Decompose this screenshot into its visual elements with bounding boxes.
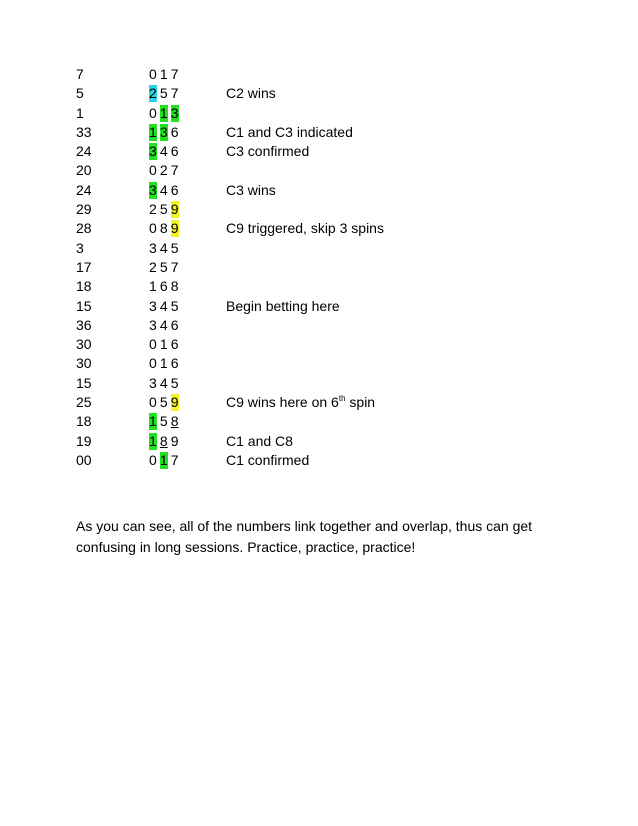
column-digits xyxy=(149,200,182,219)
digit: 3 xyxy=(149,297,157,314)
digit: 6 xyxy=(170,181,179,198)
highlighted-digit: 3 xyxy=(159,123,168,140)
spin-number: 15 xyxy=(76,297,92,314)
spin-number: 30 xyxy=(76,355,92,372)
spin-number: 17 xyxy=(76,258,92,275)
highlighted-digit: 9 xyxy=(170,220,179,237)
digit: 5 xyxy=(159,413,168,430)
highlighted-digit: 3 xyxy=(149,143,157,160)
digit: 6 xyxy=(170,355,179,372)
digit: 2 xyxy=(159,162,168,179)
column-digits xyxy=(149,316,182,335)
spin-row xyxy=(76,297,576,316)
column-digits xyxy=(149,297,182,316)
digit: 7 xyxy=(170,258,179,275)
summary-line-1: As you can see, all of the numbers link together and overlap, thus can get xyxy=(76,518,533,534)
digit: 4 xyxy=(159,181,168,198)
spin-number: 5 xyxy=(76,85,84,102)
row-note xyxy=(226,432,293,451)
digit: 0 xyxy=(149,451,157,468)
spin-row xyxy=(76,432,576,451)
spin-number: 3 xyxy=(76,239,84,256)
spin-row xyxy=(76,123,576,142)
digit: 7 xyxy=(170,162,179,179)
spin-row xyxy=(76,84,576,103)
digit: 7 xyxy=(170,85,179,102)
digit: 3 xyxy=(149,316,157,333)
digit: 8 xyxy=(159,220,168,237)
summary-line-2: confusing in long sessions. Practice, practice, practice! xyxy=(76,539,416,555)
row-note-text: Begin betting here xyxy=(226,297,340,314)
row-note xyxy=(226,84,276,103)
digit: 0 xyxy=(149,336,157,353)
digit: 0 xyxy=(149,220,157,237)
digit: 7 xyxy=(170,66,179,82)
column-digits xyxy=(149,181,182,200)
spin-row xyxy=(76,181,576,200)
highlighted-digit: 1 xyxy=(149,123,157,140)
spin-number: 24 xyxy=(76,143,92,160)
row-note-text: C1 and C8 xyxy=(226,432,293,449)
column-digits xyxy=(149,161,182,180)
spin-number: 18 xyxy=(76,278,92,295)
digit: 5 xyxy=(159,394,168,411)
column-digits xyxy=(149,412,182,431)
spin-number: 36 xyxy=(76,316,92,333)
column-digits xyxy=(149,354,182,373)
column-digits xyxy=(149,123,182,142)
spin-row xyxy=(76,142,576,161)
highlighted-digit: 1 xyxy=(159,451,168,468)
column-digits xyxy=(149,104,182,123)
spin-row xyxy=(76,258,576,277)
spin-row xyxy=(76,239,576,258)
highlighted-digit: 1 xyxy=(159,104,168,121)
digit: 6 xyxy=(170,316,179,333)
spin-row xyxy=(76,412,576,431)
spin-number: 7 xyxy=(76,66,84,82)
highlighted-digit: 1 xyxy=(149,432,157,449)
digit: 6 xyxy=(170,336,179,353)
digit: 1 xyxy=(159,66,168,82)
row-note-text: C2 wins xyxy=(226,85,276,102)
digit: 1 xyxy=(159,355,168,372)
row-note-text: C3 confirmed xyxy=(226,143,310,160)
highlighted-digit: 2 xyxy=(149,85,157,102)
column-digits xyxy=(149,258,182,277)
spin-row xyxy=(76,277,576,296)
column-digits xyxy=(149,277,182,296)
spin-number: 33 xyxy=(76,123,92,140)
digit: 4 xyxy=(159,143,168,160)
digit: 0 xyxy=(149,355,157,372)
highlighted-digit: 3 xyxy=(170,104,179,121)
digit: 0 xyxy=(149,104,157,121)
column-digits xyxy=(149,84,182,103)
digit: 2 xyxy=(149,258,157,275)
column-digits xyxy=(149,219,182,238)
digit: 5 xyxy=(170,297,179,314)
digit: 5 xyxy=(170,374,179,391)
spin-number: 29 xyxy=(76,201,92,218)
column-digits xyxy=(149,374,182,393)
spin-number: 25 xyxy=(76,394,92,411)
spin-row xyxy=(76,200,576,219)
digit: 0 xyxy=(149,66,157,82)
row-note xyxy=(226,451,309,470)
row-note-text: C9 wins here on 6 xyxy=(226,394,339,411)
spin-log-table xyxy=(76,65,576,470)
summary-paragraph xyxy=(76,516,576,558)
spin-row xyxy=(76,451,576,470)
digit: 4 xyxy=(159,297,168,314)
spin-row xyxy=(76,354,576,373)
digit: 2 xyxy=(149,201,157,218)
digit: 3 xyxy=(149,239,157,256)
digit: 4 xyxy=(159,374,168,391)
spin-number: 30 xyxy=(76,336,92,353)
spin-row xyxy=(76,65,576,84)
digit: 5 xyxy=(159,258,168,275)
digit: 3 xyxy=(149,374,157,391)
highlighted-digit: 1 xyxy=(149,413,157,430)
spin-row xyxy=(76,316,576,335)
row-note-text: C3 wins xyxy=(226,181,276,198)
digit: 1 xyxy=(149,278,157,295)
digit: 5 xyxy=(170,239,179,256)
spin-number: 1 xyxy=(76,104,84,121)
digit: 0 xyxy=(149,394,157,411)
digit: 5 xyxy=(159,85,168,102)
column-digits xyxy=(149,335,182,354)
spin-row xyxy=(76,374,576,393)
spin-number: 00 xyxy=(76,451,92,468)
spin-row xyxy=(76,219,576,238)
digit: 4 xyxy=(159,316,168,333)
highlighted-digit: 9 xyxy=(170,201,179,218)
digit: 6 xyxy=(170,123,179,140)
digit: 0 xyxy=(149,162,157,179)
spin-number: 20 xyxy=(76,162,92,179)
digit: 8 xyxy=(170,413,179,430)
column-digits xyxy=(149,393,182,412)
digit: 8 xyxy=(170,278,179,295)
spin-row xyxy=(76,161,576,180)
digit: 1 xyxy=(159,336,168,353)
spin-row xyxy=(76,335,576,354)
digit: 8 xyxy=(159,432,168,449)
spin-number: 28 xyxy=(76,220,92,237)
spin-number: 19 xyxy=(76,432,92,449)
digit: 6 xyxy=(170,143,179,160)
column-digits xyxy=(149,432,182,451)
spin-row xyxy=(76,393,576,412)
digit: 5 xyxy=(159,201,168,218)
row-note xyxy=(226,393,375,412)
spin-number: 24 xyxy=(76,181,92,198)
digit: 6 xyxy=(159,278,168,295)
column-digits xyxy=(149,451,182,470)
column-digits xyxy=(149,239,182,258)
row-note-text: C1 and C3 indicated xyxy=(226,123,353,140)
digit: 4 xyxy=(159,239,168,256)
column-digits xyxy=(149,65,182,84)
spin-row xyxy=(76,104,576,123)
row-note xyxy=(226,142,309,161)
column-digits xyxy=(149,142,182,161)
row-note-superscript: th xyxy=(338,394,346,404)
highlighted-digit: 3 xyxy=(149,181,157,198)
spin-number: 15 xyxy=(76,374,92,391)
spin-number: 18 xyxy=(76,413,92,430)
digit: 7 xyxy=(170,451,179,468)
row-note-suffix: spin xyxy=(345,394,376,411)
highlighted-digit: 9 xyxy=(170,394,179,411)
row-note-text: C1 confirmed xyxy=(226,451,310,468)
row-note xyxy=(226,219,384,238)
row-note xyxy=(226,123,353,142)
digit: 9 xyxy=(170,432,179,449)
row-note-text: C9 triggered, skip 3 spins xyxy=(226,220,384,237)
row-note xyxy=(226,297,340,316)
row-note xyxy=(226,181,276,200)
